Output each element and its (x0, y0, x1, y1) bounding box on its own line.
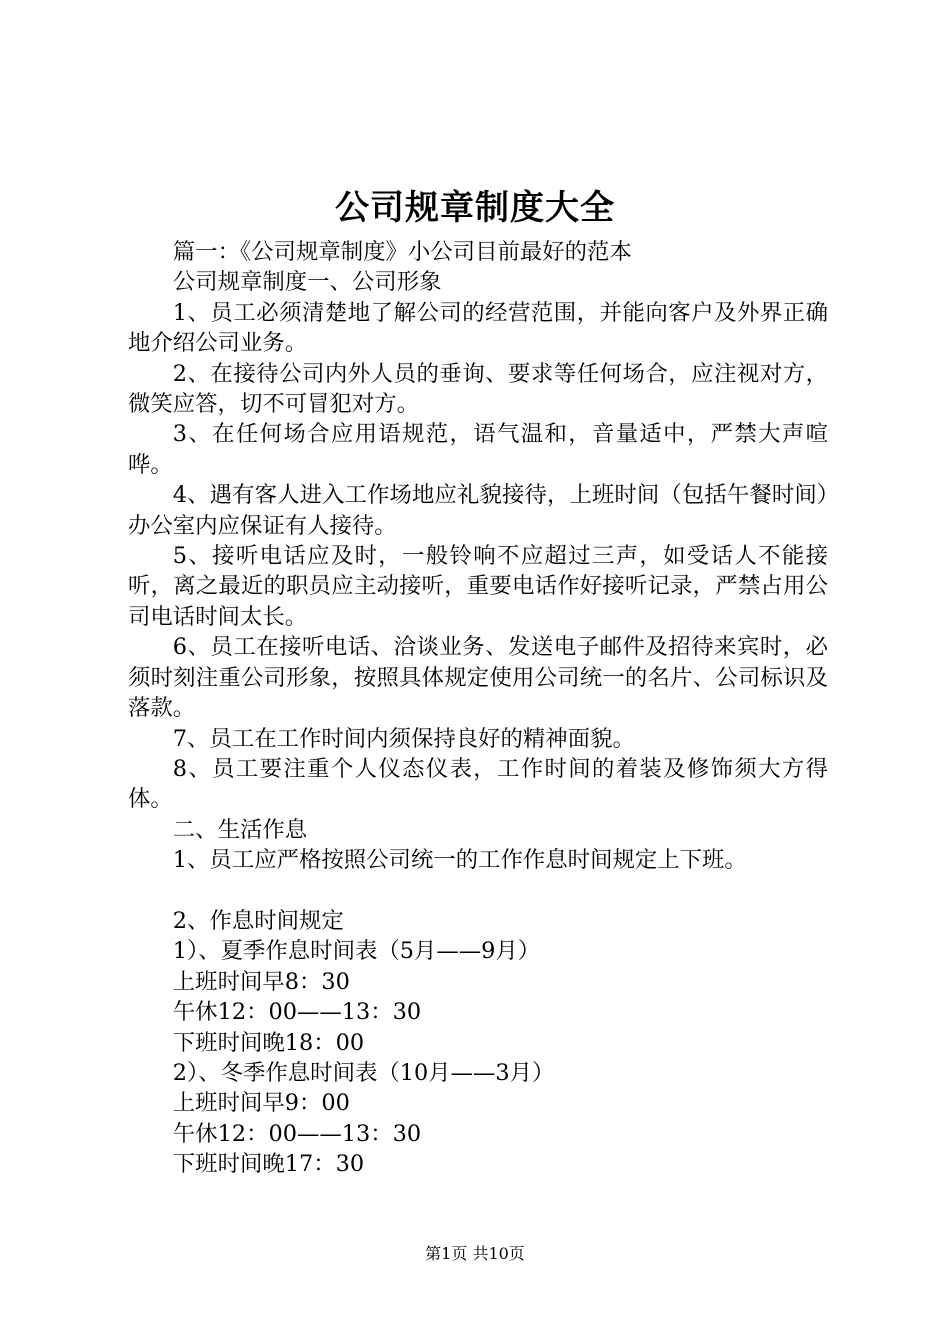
document-body (128, 237, 828, 1180)
paragraph: 8、员工要注重个人仪态仪表，工作时间的着装及修饰须大方得体。 (128, 755, 828, 813)
section-heading: 篇一：《公司规章制度》小公司目前最好的范本 (172, 239, 632, 265)
paragraph: 6、员工在接听电话、洽谈业务、发送电子邮件及招待来宾时，必须时刻注重公司形象，按照具体规定使用公司统一的名片、公司标识及落款。 (128, 634, 828, 722)
schedule-line: 午休12：00——13：30 (172, 1120, 422, 1147)
schedule-line: 上班时间早8：30 (172, 968, 350, 995)
paragraph: 3、在任何场合应用语规范，语气温和，音量适中，严禁大声喧哗。 (128, 421, 828, 478)
schedule-line: 上班时间早9：00 (172, 1090, 350, 1117)
paragraph: 1、员工必须清楚地了解公司的经营范围，并能向客户及外界正确地介绍公司业务。 (128, 299, 828, 357)
schedule-line: 下班时间晚17：30 (172, 1151, 365, 1178)
page-title: 公司规章制度大全 (335, 188, 615, 228)
paragraph: 5、接听电话应及时，一般铃响不应超过三声，如受话人不能接听，离之最近的职员应主动接听，重要电话作好接听记录，严禁占用公司电话时间太长。 (128, 543, 828, 630)
paragraph: 7、员工在工作时间内须保持良好的精神面貌。 (172, 725, 635, 752)
schedule-heading: 2）、冬季作息时间表（10月——3月） (172, 1059, 555, 1086)
schedule-line: 午休12：00——13：30 (172, 999, 422, 1026)
paragraph: 2、在接待公司内外人员的垂询、要求等任何场合，应注视对方，微笑应答，切不可冒犯对方。 (128, 360, 828, 418)
blank-line (128, 876, 828, 906)
paragraph: 4、遇有客人进入工作场地应礼貌接待，上班时间（包括午餐时间）办公室内应保证有人接待。 (128, 482, 828, 539)
paragraph: 1、员工应严格按照公司统一的工作作息时间规定上下班。 (172, 847, 747, 874)
paragraph: 2、作息时间规定 (172, 907, 344, 934)
schedule-heading: 1）、夏季作息时间表（5月——9月） (172, 938, 541, 965)
section-heading: 公司规章制度一、公司形象 (172, 269, 442, 296)
schedule-line: 下班时间晚18：00 (172, 1029, 365, 1056)
section-heading: 二、生活作息 (172, 816, 308, 843)
page-footer: 第1页 共10页 (425, 1244, 525, 1263)
